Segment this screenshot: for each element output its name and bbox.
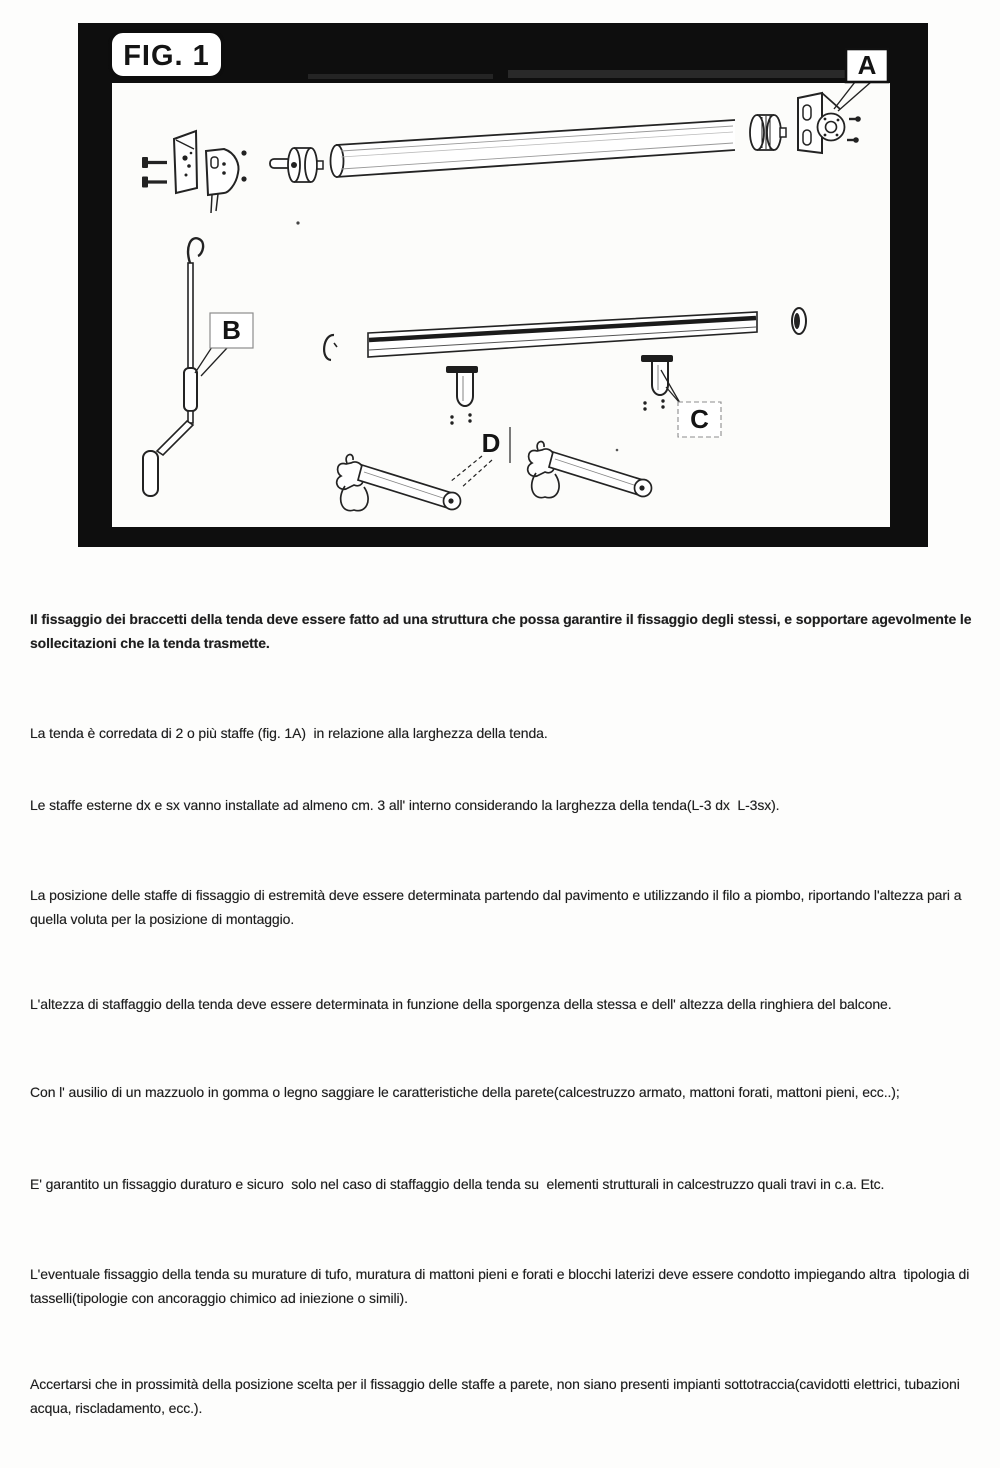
paragraph-fissaggio-garantito: E' garantito un fissaggio duraturo e sicuro solo nel caso di staffaggio della tenda su elementi strutturali in calcestruzzo quali travi in c.a. Etc. [30, 1176, 885, 1192]
figure-title: FIG. 1 [123, 40, 210, 72]
callout-a-label: A [857, 50, 877, 80]
paragraph-staffe-esterne: Le staffe esterne dx e sx vanno installate ad almeno cm. 3 all' interno considerando la larghezza della tenda(L-3 dx L-3sx). [30, 797, 780, 813]
callout-c-label: C [690, 404, 709, 434]
paragraph-murature: L'eventuale fissaggio della tenda su murature di tufo, muratura di mattoni pieni e forati e blocchi laterizi deve essere condotto impiegando altra tipologia di tasselli(tipologie con ancoraggio chimico ad iniezione o simili). [30, 1266, 974, 1306]
exploded-view-drawing [78, 23, 928, 547]
wall-plate [174, 131, 197, 193]
screw-dot [616, 449, 619, 452]
paragraph-mazzuolo: Con l' ausilio di un mazzuolo in gomma o legno saggiare le caratteristiche della parete(calcestruzzo armato, mattoni forati, mattoni pieni, ecc..); [30, 1084, 900, 1100]
figure-1-diagram [78, 23, 928, 547]
screw-dot [241, 150, 246, 155]
screw-dot [296, 221, 299, 224]
callout-d-label: D [481, 428, 501, 458]
callout-b-label: B [222, 315, 241, 345]
paragraph-fissaggio-braccetti: Il fissaggio dei braccetti della tenda deve essere fatto ad una struttura che possa garantire il fissaggio degli stessi, e sopportare agevolmente le sollecitazioni che la tenda trasmette. [30, 611, 976, 651]
figure-title-box [110, 31, 223, 78]
paragraph-impianti: Accertarsi che in prossimità della posizione scelta per il fissaggio delle staffe a parete, non siano presenti impianti sottotraccia(cavidotti elettrici, tubazioni acqua, riscladamento, ecc.). [30, 1376, 964, 1416]
instructions-text [30, 559, 980, 1468]
paragraph-altezza-staffaggio: L'altezza di staffaggio della tenda deve essere determinata in funzione della sporgenza della stessa e dell' altezza della ringhiera del balcone. [30, 996, 892, 1012]
paragraph-staffe-numero: La tenda è corredata di 2 o più staffe (fig. 1A) in relazione alla larghezza della tenda. [30, 725, 548, 741]
paragraph-posizione-staffe: La posizione delle staffe di fissaggio di estremità deve essere determinata partendo dal pavimento e utilizzando il filo a piombo, riportando l'altezza pari a quella voluta per la posizione di montaggio. [30, 887, 966, 927]
screw-dot [241, 176, 246, 181]
